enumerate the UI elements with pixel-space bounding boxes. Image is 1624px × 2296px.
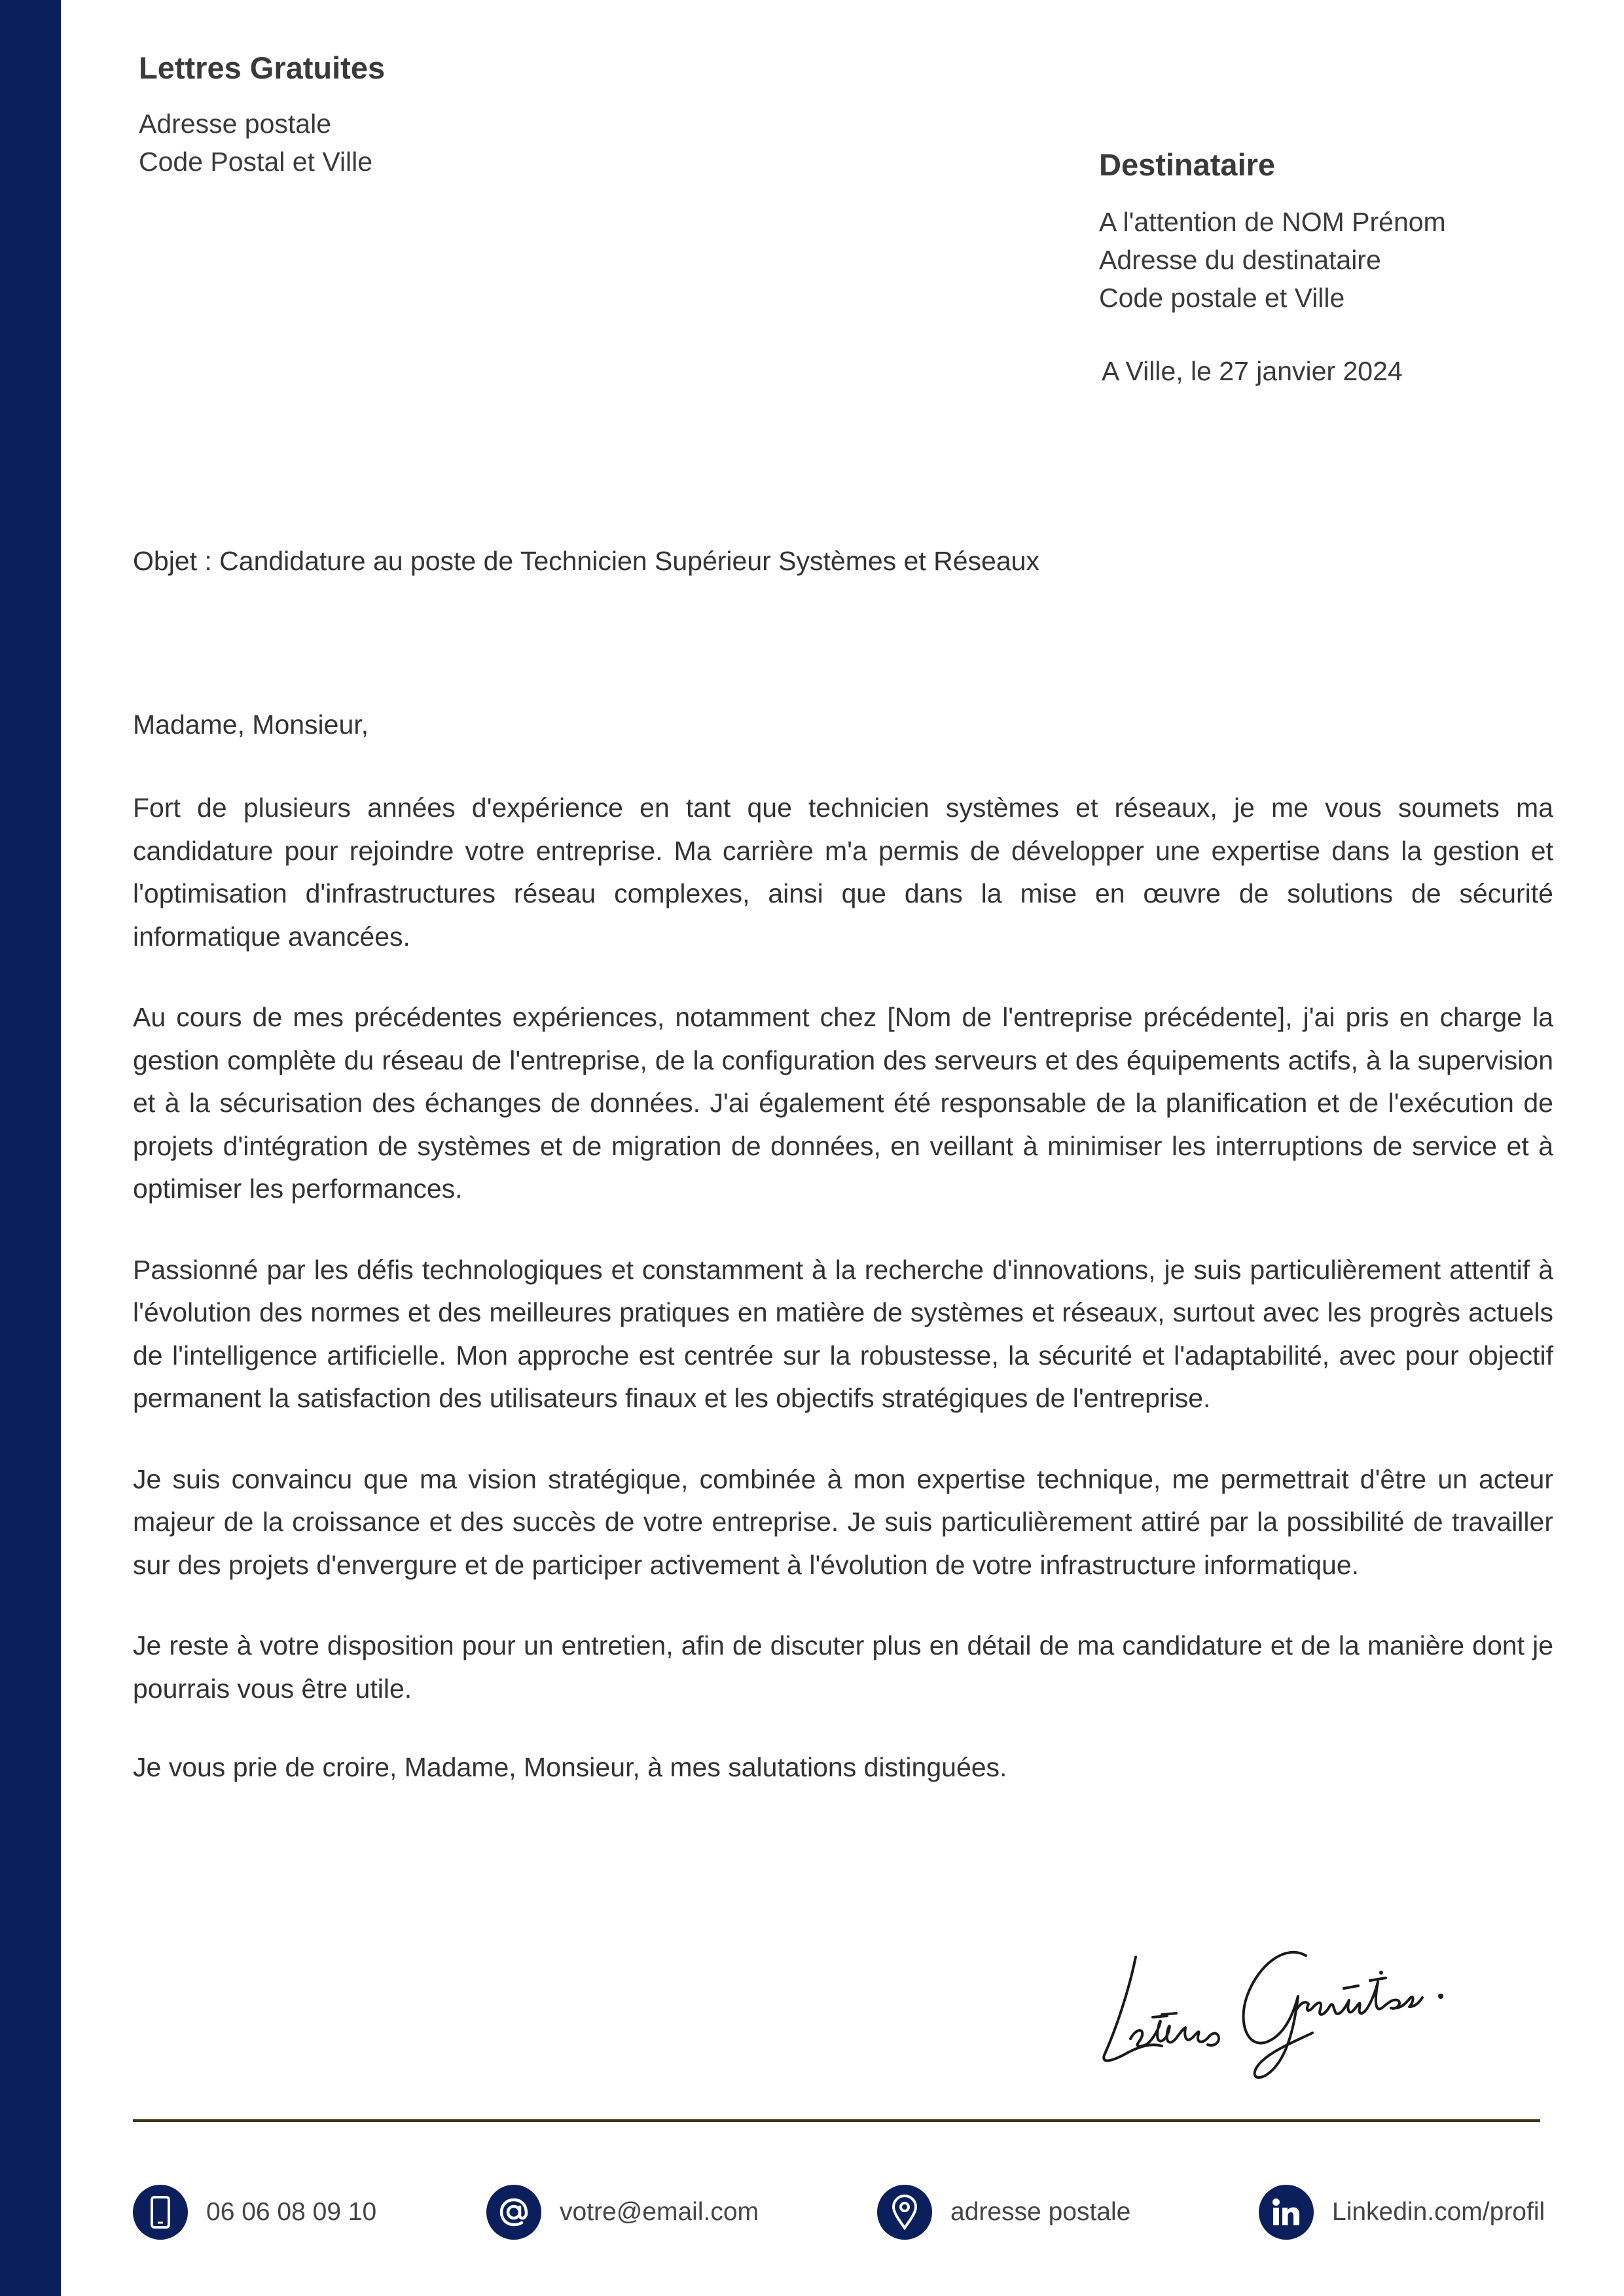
letter-paragraph-4: Je suis convaincu que ma vision stratégique, combinée à mon expertise technique, me permettrait d'être un acteur majeur de la croissance et des succès de votre entreprise. Je suis particulièrement attiré par la possibilité de travailler sur des projets d'envergure et de participer activement à l'évolution de votre infrastructure informatique. <box>133 1463 1553 1580</box>
handwritten-signature <box>1090 1918 1483 2081</box>
letter-paragraph-2: Au cours de mes précédentes expériences, notamment chez [Nom de l'entreprise précédente], j'ai pris en charge la gestion complète du réseau de l'entreprise, de la configuration des serveurs et des équipements actifs, à la supervision et à la sécurisation des échanges de données. J'ai également été responsable de la planification et de l'exécution de projets d'intégration de systèmes et de migration de données, en veillant à minimiser les interruptions de service et à optimiser les performances. <box>133 1002 1553 1204</box>
letter-paragraph-5: Je reste à votre disposition pour un entretien, afin de discuter plus en détail de ma candidature et de la manière dont je pourrais vous être utile. <box>133 1630 1553 1704</box>
contact-address <box>877 2185 1130 2240</box>
recipient-block <box>1099 143 1570 390</box>
linkedin-profile-link[interactable]: Linkedin.com/profil <box>1332 2198 1545 2226</box>
recipient-address-line: Adresse du destinataire <box>1099 245 1381 275</box>
contact-linkedin <box>1259 2185 1545 2240</box>
contact-email <box>486 2185 759 2240</box>
letter-date: A Ville, le 27 janvier 2024 <box>1102 356 1403 386</box>
letter-paragraph-1: Fort de plusieurs années d'expérience en tant que technicien systèmes et réseaux, je me vous soumets ma candidature pour rejoindre votre entreprise. Ma carrière m'a permis de développer une expertise dans la gestion et l'optimisation d'infrastructures réseau complexes, ainsi que dans la mise en œuvre de solutions de sécurité informatique avancées. <box>133 793 1553 952</box>
recipient-title: Destinataire <box>1099 147 1276 182</box>
letter-salutation: Madame, Monsieur, <box>133 709 369 740</box>
phone-icon <box>133 2185 188 2240</box>
phone-number[interactable]: 06 06 08 09 10 <box>206 2198 377 2226</box>
letter-closing: Je vous prie de croire, Madame, Monsieur, à mes salutations distinguées. <box>133 1752 1007 1782</box>
contact-footer <box>133 2185 1553 2240</box>
sender-address <box>139 105 728 181</box>
recipient-address <box>1099 203 1570 317</box>
letter-body <box>133 706 1553 1786</box>
sender-address-line: Adresse postale <box>139 109 332 139</box>
map-pin-icon <box>877 2185 932 2240</box>
contact-phone <box>133 2185 376 2240</box>
postal-address: adresse postale <box>950 2198 1131 2226</box>
linkedin-icon <box>1259 2185 1314 2240</box>
at-sign-icon <box>486 2185 541 2240</box>
letter-subject: Objet : Candidature au poste de Technicien Supérieur Systèmes et Réseaux <box>133 546 1039 576</box>
email-address[interactable]: votre@email.com <box>560 2198 759 2226</box>
sender-city-line: Code Postal et Ville <box>139 147 373 177</box>
left-sidebar-band <box>0 0 61 2296</box>
sender-name: Lettres Gratuites <box>139 50 386 85</box>
recipient-attention-line: A l'attention de NOM Prénom <box>1099 207 1446 237</box>
footer-divider <box>133 2119 1540 2122</box>
letter-paragraph-3: Passionné par les défis technologiques et constamment à la recherche d'innovations, je suis particulièrement attentif à l'évolution des normes et des meilleures pratiques en matière de systèmes et réseaux, surtout avec les progrès actuels de l'intelligence artificielle. Mon approche est centrée sur la robustesse, la sécurité et l'adaptabilité, avec pour objectif permanent la satisfaction des utilisateurs finaux et les objectifs stratégiques de l'entreprise. <box>133 1254 1553 1413</box>
recipient-city-line: Code postale et Ville <box>1099 283 1345 313</box>
sender-block <box>139 46 728 181</box>
